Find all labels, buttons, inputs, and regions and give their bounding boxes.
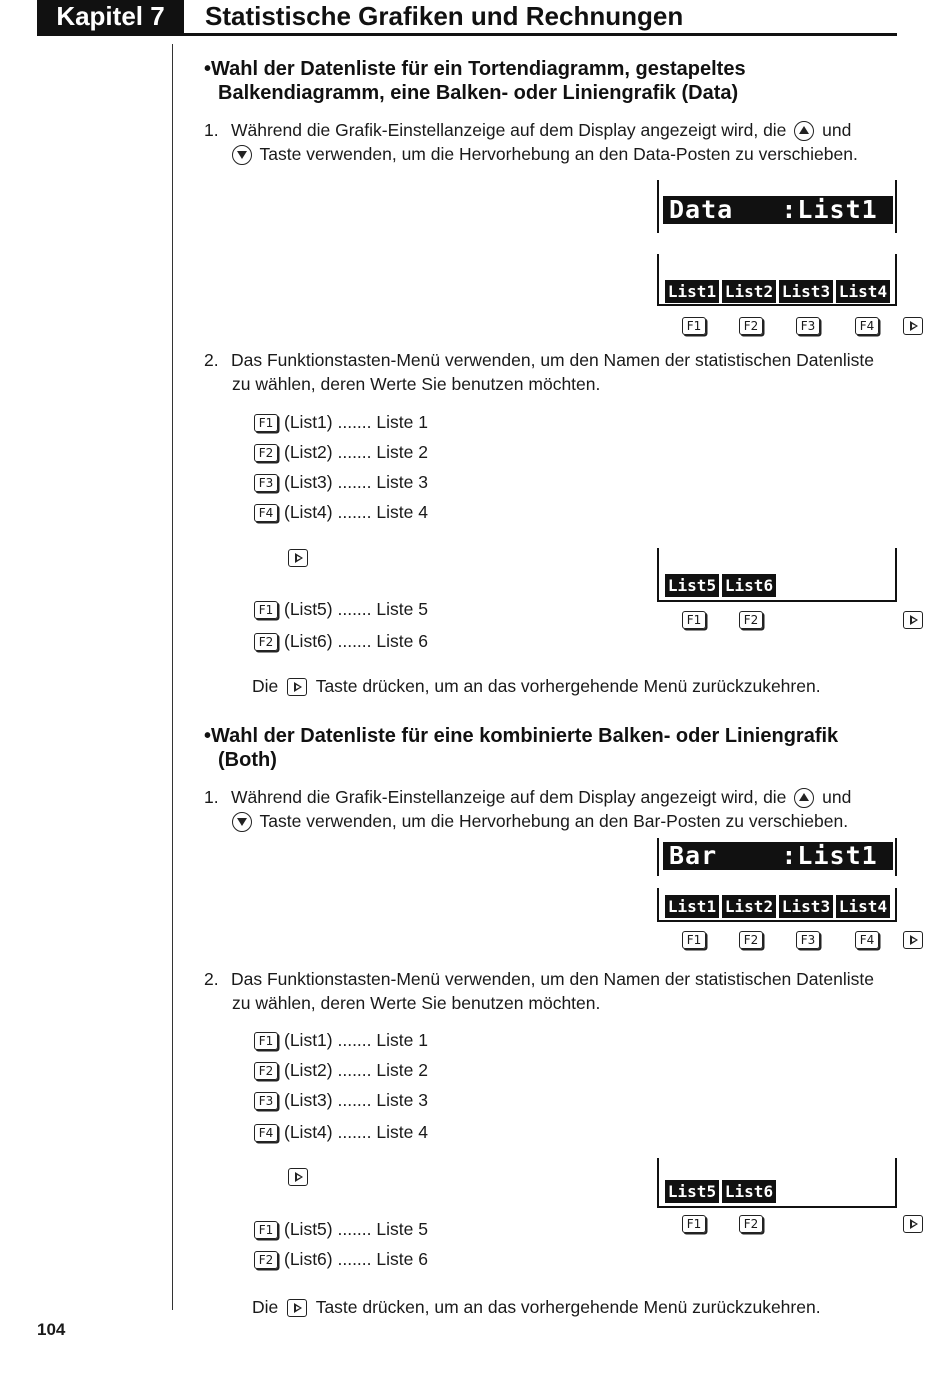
list-item-text: (List5) ....... Liste 5 xyxy=(284,599,428,619)
f4-key-icon: F4 xyxy=(855,317,879,335)
list-item-text: (List2) ....... Liste 2 xyxy=(284,1060,428,1080)
list-item-text: (List3) ....... Liste 3 xyxy=(284,472,428,492)
fmenu-cell: List5 xyxy=(665,1180,719,1203)
f1-key-icon: F1 xyxy=(254,1032,278,1050)
fkey-row xyxy=(0,931,950,951)
f1-key-icon: F1 xyxy=(682,611,706,629)
calc-screen-bar xyxy=(657,838,897,876)
note-text-a: Die xyxy=(252,676,279,696)
fmenu-cell: List3 xyxy=(779,280,833,303)
f2-key-icon: F2 xyxy=(739,317,763,335)
f3-key-icon: F3 xyxy=(796,317,820,335)
fkey-row xyxy=(0,1215,950,1235)
list-item xyxy=(254,411,428,433)
section1-heading-line2: Balkendiagramm, eine Balken- oder Liniengrafik (Data) xyxy=(218,82,739,104)
calc-screen-menu xyxy=(657,888,897,922)
chapter-label: Kapitel 7 xyxy=(37,0,184,34)
list-item-text: (List3) ....... Liste 3 xyxy=(284,1090,428,1110)
more-key xyxy=(288,546,308,568)
section2-heading xyxy=(204,724,838,772)
section2-step1 xyxy=(204,785,851,833)
note-text-a: Die xyxy=(252,1297,279,1317)
section2-heading-line2: (Both) xyxy=(218,749,277,771)
up-arrow-key-icon xyxy=(794,788,814,808)
step-number: 1. xyxy=(204,120,219,140)
step1-text-b: und xyxy=(822,120,852,140)
f2-key-icon: F2 xyxy=(739,611,763,629)
section2-step2 xyxy=(204,967,874,1015)
list-item xyxy=(254,441,428,463)
header-rule xyxy=(37,33,897,36)
down-arrow-key-icon xyxy=(232,812,252,832)
list-item xyxy=(254,471,428,493)
fmenu-cell: List4 xyxy=(836,280,890,303)
right-arrow-key-icon xyxy=(903,317,923,335)
step1-text-a: Während die Grafik-Einstellanzeige auf dem Display angezeigt wird, die xyxy=(231,120,787,140)
section2-heading-line1: •Wahl der Datenliste für eine kombinierte Balken- oder Liniengrafik xyxy=(204,725,839,747)
fmenu-cell: List2 xyxy=(722,280,776,303)
right-arrow-key-icon xyxy=(903,1215,923,1233)
step1-text-c: Taste verwenden, um die Hervorhebung an den Data-Posten zu verschieben. xyxy=(259,144,858,164)
list-item-text: (List6) ....... Liste 6 xyxy=(284,1249,428,1269)
list-item-text: (List2) ....... Liste 2 xyxy=(284,442,428,462)
f4-key-icon: F4 xyxy=(254,1124,278,1142)
calc-screen-menu2 xyxy=(657,548,897,602)
f1-key-icon: F1 xyxy=(682,931,706,949)
list-item-text: (List4) ....... Liste 4 xyxy=(284,1122,428,1142)
fmenu-cell: List1 xyxy=(665,280,719,303)
chapter-title: Statistische Grafiken und Rechnungen xyxy=(205,1,684,31)
list-item xyxy=(254,1121,428,1143)
step-number: 2. xyxy=(204,350,219,370)
fmenu-cell: List6 xyxy=(722,574,776,597)
step1-text-b: und xyxy=(822,787,852,807)
step1-text-a: Während die Grafik-Einstellanzeige auf dem Display angezeigt wird, die xyxy=(231,787,787,807)
list-item-text: (List5) ....... Liste 5 xyxy=(284,1219,428,1239)
section1-note xyxy=(252,675,821,697)
list-item-text: (List1) ....... Liste 1 xyxy=(284,1030,428,1050)
f1-key-icon: F1 xyxy=(254,601,278,619)
note-text-b: Taste drücken, um an das vorhergehende Menü zurückzukehren. xyxy=(315,676,821,696)
list-item xyxy=(254,1248,428,1270)
f3-key-icon: F3 xyxy=(796,931,820,949)
right-arrow-key-icon xyxy=(903,931,923,949)
section1-step1 xyxy=(204,118,858,166)
screen-highlight-row: Data :List1 xyxy=(663,196,893,224)
fmenu-cell: List6 xyxy=(722,1180,776,1203)
step2-line1: Das Funktionstasten-Menü verwenden, um den Namen der statistischen Datenliste xyxy=(231,350,874,370)
f2-key-icon: F2 xyxy=(254,633,278,651)
list-item xyxy=(254,1089,428,1111)
list-item xyxy=(254,630,428,652)
fmenu-cell: List3 xyxy=(779,895,833,918)
section2-note xyxy=(252,1296,821,1318)
list-item xyxy=(254,1059,428,1081)
fkey-row xyxy=(0,317,950,337)
fmenu-cell: List4 xyxy=(836,895,890,918)
calc-screen-menu xyxy=(657,254,897,306)
f2-key-icon: F2 xyxy=(254,1251,278,1269)
note-text-b: Taste drücken, um an das vorhergehende Menü zurückzukehren. xyxy=(315,1297,821,1317)
right-arrow-key-icon xyxy=(287,1299,307,1317)
step-number: 1. xyxy=(204,787,219,807)
down-arrow-key-icon xyxy=(232,145,252,165)
list-item xyxy=(254,1029,428,1051)
section1-heading xyxy=(204,57,746,105)
section1-step2 xyxy=(204,348,874,396)
f1-key-icon: F1 xyxy=(682,1215,706,1233)
step2-line1: Das Funktionstasten-Menü verwenden, um den Namen der statistischen Datenliste xyxy=(231,969,874,989)
fmenu-cell: List2 xyxy=(722,895,776,918)
up-arrow-key-icon xyxy=(794,121,814,141)
page-number: 104 xyxy=(37,1320,66,1339)
right-arrow-key-icon xyxy=(903,611,923,629)
calc-screen-menu2 xyxy=(657,1158,897,1208)
calc-screen-data xyxy=(657,180,897,233)
step2-line2: zu wählen, deren Werte Sie benutzen möchten. xyxy=(232,993,601,1013)
f2-key-icon: F2 xyxy=(739,931,763,949)
right-arrow-key-icon xyxy=(288,549,308,567)
f1-key-icon: F1 xyxy=(254,414,278,432)
f4-key-icon: F4 xyxy=(254,504,278,522)
f4-key-icon: F4 xyxy=(855,931,879,949)
margin-rule xyxy=(172,44,173,1310)
list-item xyxy=(254,501,428,523)
f1-key-icon: F1 xyxy=(254,1221,278,1239)
list-item-text: (List1) ....... Liste 1 xyxy=(284,412,428,432)
f2-key-icon: F2 xyxy=(739,1215,763,1233)
screen-highlight-row: Bar :List1 xyxy=(663,842,893,870)
more-key xyxy=(288,1165,308,1187)
list-item-text: (List4) ....... Liste 4 xyxy=(284,502,428,522)
f2-key-icon: F2 xyxy=(254,1062,278,1080)
step2-line2: zu wählen, deren Werte Sie benutzen möchten. xyxy=(232,374,601,394)
right-arrow-key-icon xyxy=(287,678,307,696)
step-number: 2. xyxy=(204,969,219,989)
right-arrow-key-icon xyxy=(288,1168,308,1186)
list-item-text: (List6) ....... Liste 6 xyxy=(284,631,428,651)
fmenu-cell: List1 xyxy=(665,895,719,918)
section1-heading-line1: •Wahl der Datenliste für ein Tortendiagramm, gestapeltes xyxy=(204,58,746,80)
f3-key-icon: F3 xyxy=(254,474,278,492)
fmenu-cell: List5 xyxy=(665,574,719,597)
f1-key-icon: F1 xyxy=(682,317,706,335)
f3-key-icon: F3 xyxy=(254,1092,278,1110)
step1-text-c: Taste verwenden, um die Hervorhebung an den Bar-Posten zu verschieben. xyxy=(259,811,849,831)
fkey-row xyxy=(0,611,950,631)
f2-key-icon: F2 xyxy=(254,444,278,462)
